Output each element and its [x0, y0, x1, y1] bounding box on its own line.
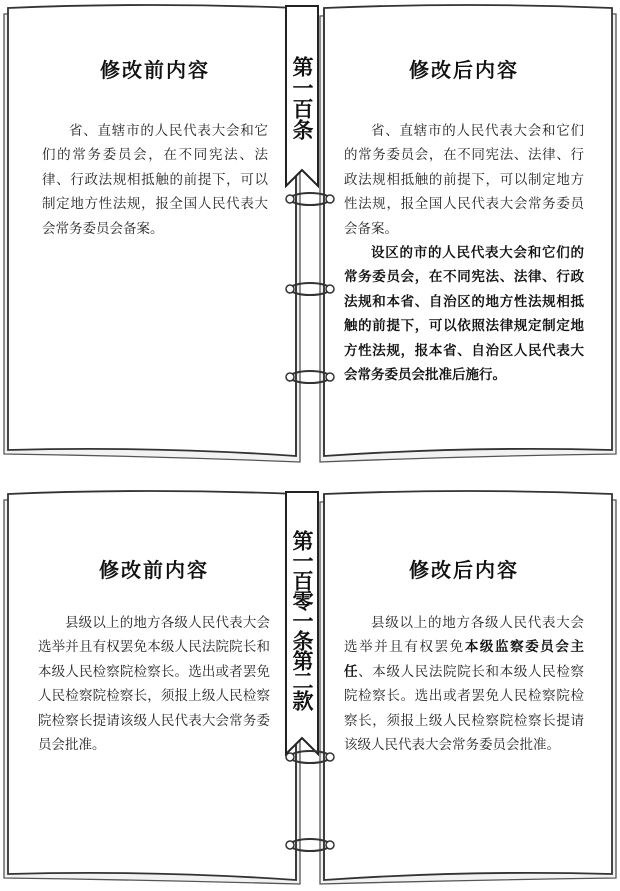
before-page — [38, 554, 270, 757]
article-label: 第一百零一条第二款 — [290, 530, 314, 710]
after-text-end: 、本级人民法院院长和本级人民检察院检察长。选出或者罢免人民检察院检察长，须报上级人民检察院检察长提请该级人民代表大会常务委员会批准。 — [344, 663, 584, 754]
after-paragraph: 省、直辖市的人民代表大会和它们的常务委员会，在不同宪法、法律、行政法规相抵触的前提下，可以制定地方性法规，报全国人民代表大会常务委员会备案。 — [344, 123, 584, 237]
before-page — [42, 54, 268, 241]
binder-ring-icon — [276, 278, 344, 300]
book-article-101 — [0, 486, 620, 888]
before-paragraph: 省、直辖市的人民代表大会和它们的常务委员会，在不同宪法、法律、行政法规相抵触的前提下，可以制定地方性法规，报全国人民代表大会常务委员会备案。 — [42, 123, 268, 237]
after-page — [344, 54, 584, 387]
after-text-highlight: 本级监察委员会主任 — [344, 639, 585, 680]
after-paragraph — [344, 611, 584, 757]
after-paragraph-new: 设区的市的人民代表大会和它们的常务委员会，在不同宪法、法律、行政法规和本省、自治区的地方性法规相抵触的前提下，可以依照法律规定制定地方性法规，报本省、自治区人民代表大会常务委员会批准后施行。 — [344, 245, 584, 384]
after-heading: 修改后内容 — [409, 58, 519, 82]
article-ribbon — [283, 490, 321, 762]
after-page — [344, 554, 584, 757]
binder-ring-icon — [276, 746, 344, 768]
binder-ring-icon — [276, 188, 344, 210]
before-paragraph: 县级以上的地方各级人民代表大会选举并且有权罢免本级人民法院院长和本级人民检察院检察长。选出或者罢免人民检察院检察长，须报上级人民检察院检察长提请该级人民代表大会常务委员会批准。 — [38, 615, 270, 754]
before-heading: 修改前内容 — [99, 558, 209, 582]
binder-ring-icon — [276, 366, 344, 388]
after-heading: 修改后内容 — [409, 558, 519, 582]
binder-ring-icon — [276, 834, 344, 856]
article-label: 第一百条 — [290, 56, 314, 140]
before-heading: 修改前内容 — [100, 58, 210, 82]
article-ribbon — [283, 4, 321, 194]
after-text-start: 县级以上的地方各级人民代表大会选举并且有权罢免 — [344, 615, 584, 656]
